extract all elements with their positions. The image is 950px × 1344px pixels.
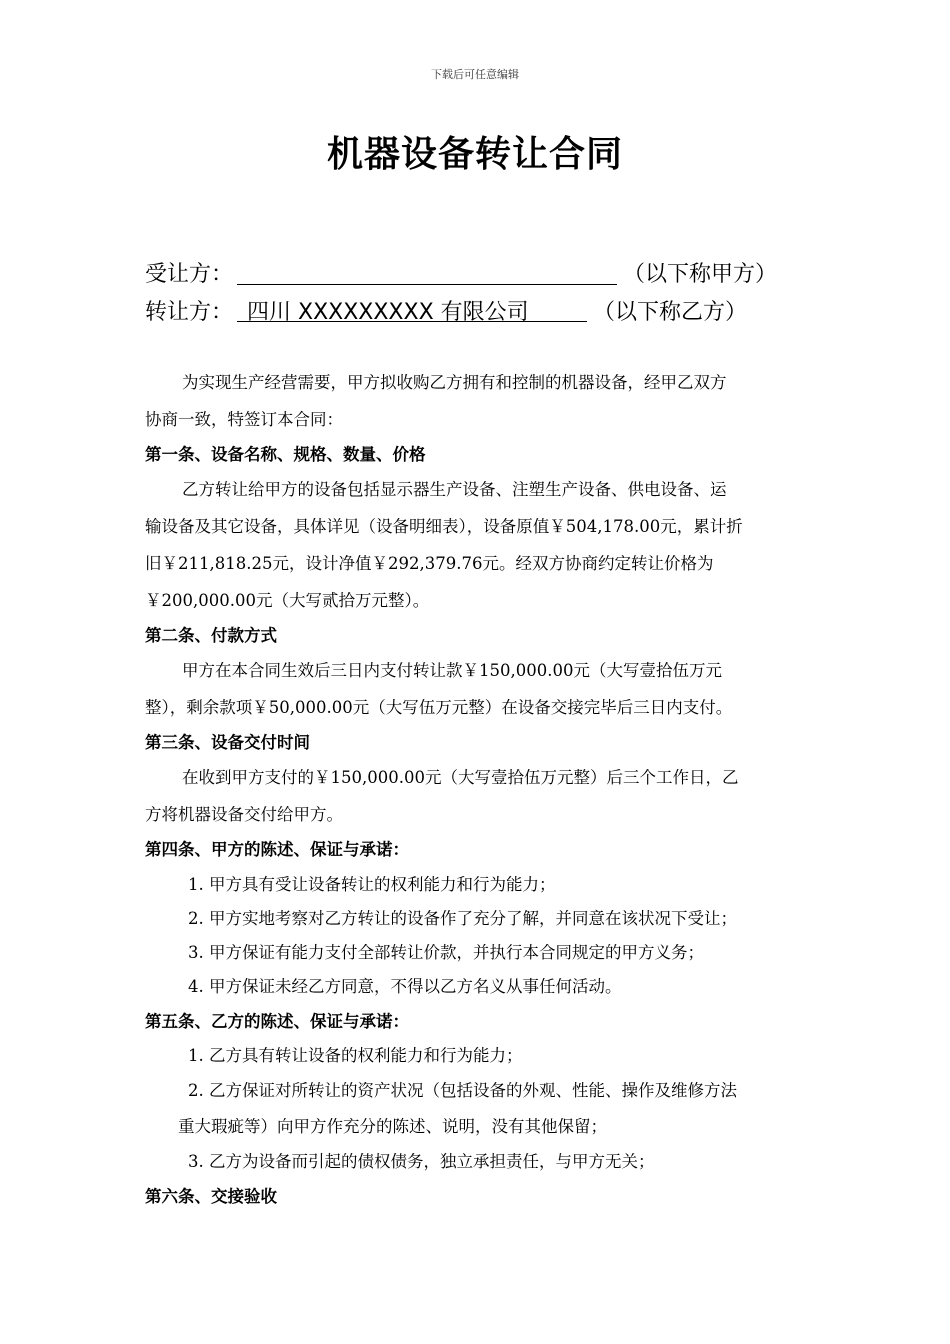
- transferor-name: 四川 XXXXXXXXX 有限公司: [237, 296, 587, 322]
- paragraph-line: 在收到甲方支付的￥150,000.00元（大写壹拾伍万元整）后三个工作日，乙: [182, 768, 739, 787]
- transferee-label: 受让方：: [145, 262, 234, 287]
- transferee-line: [145, 258, 777, 292]
- list-item: 1. 甲方具有受让设备转让的权利能力和行为能力；: [188, 875, 556, 894]
- list-item: 1. 乙方具有转让设备的权利能力和行为能力；: [188, 1046, 523, 1065]
- article-heading: 第六条、交接验收: [145, 1187, 277, 1206]
- transferee-blank: [237, 258, 617, 285]
- paragraph-line: 方将机器设备交付给甲方。: [145, 805, 343, 824]
- paragraph-line: 整），剩余款项￥50,000.00元（大写伍万元整）在设备交接完毕后三日内支付。: [145, 698, 733, 717]
- paragraph-line: ￥200,000.00元（大写贰拾万元整）。: [145, 591, 430, 610]
- transferor-line: [145, 296, 747, 330]
- article-heading: 第二条、付款方式: [145, 626, 277, 645]
- paragraph-line: 为实现生产经营需要，甲方拟收购乙方拥有和控制的机器设备，经甲乙双方: [182, 373, 727, 392]
- transferor-label: 转让方：: [145, 300, 234, 325]
- list-item: 2. 甲方实地考察对乙方转让的设备作了充分了解，并同意在该状况下受让；: [188, 909, 737, 928]
- document-title: 机器设备转让合同: [326, 134, 623, 175]
- paragraph-line: 输设备及其它设备，具体详见（设备明细表），设备原值￥504,178.00元，累计折: [145, 517, 743, 536]
- transferor-suffix: （以下称乙方）: [593, 300, 748, 325]
- list-item: 2. 乙方保证对所转让的资产状况（包括设备的外观、性能、操作及维修方法: [188, 1081, 737, 1100]
- list-item: 3. 甲方保证有能力支付全部转让价款，并执行本合同规定的甲方义务；: [188, 943, 704, 962]
- paragraph-line: 旧￥211,818.25元，设计净值￥292,379.76元。经双方协商约定转让价格为: [145, 554, 714, 573]
- list-item: 3. 乙方为设备而引起的债权债务，独立承担责任，与甲方无关；: [188, 1152, 655, 1171]
- list-item-continuation: 重大瑕疵等）向甲方作充分的陈述、说明，没有其他保留；: [178, 1117, 607, 1136]
- article-heading: 第四条、甲方的陈述、保证与承诺：: [145, 840, 409, 859]
- paragraph-line: 协商一致，特签订本合同：: [145, 410, 343, 429]
- article-heading: 第三条、设备交付时间: [145, 733, 310, 752]
- paragraph-line: 甲方在本合同生效后三日内支付转让款￥150,000.00元（大写壹拾伍万元: [182, 661, 722, 680]
- list-item: 4. 甲方保证未经乙方同意，不得以乙方名义从事任何活动。: [188, 977, 622, 996]
- article-heading: 第五条、乙方的陈述、保证与承诺：: [145, 1012, 409, 1031]
- transferee-suffix: （以下称甲方）: [623, 262, 778, 287]
- header-note: 下载后可任意编辑: [431, 68, 519, 81]
- paragraph-line: 乙方转让给甲方的设备包括显示器生产设备、注塑生产设备、供电设备、运: [182, 480, 727, 499]
- article-heading: 第一条、设备名称、规格、数量、价格: [145, 445, 426, 464]
